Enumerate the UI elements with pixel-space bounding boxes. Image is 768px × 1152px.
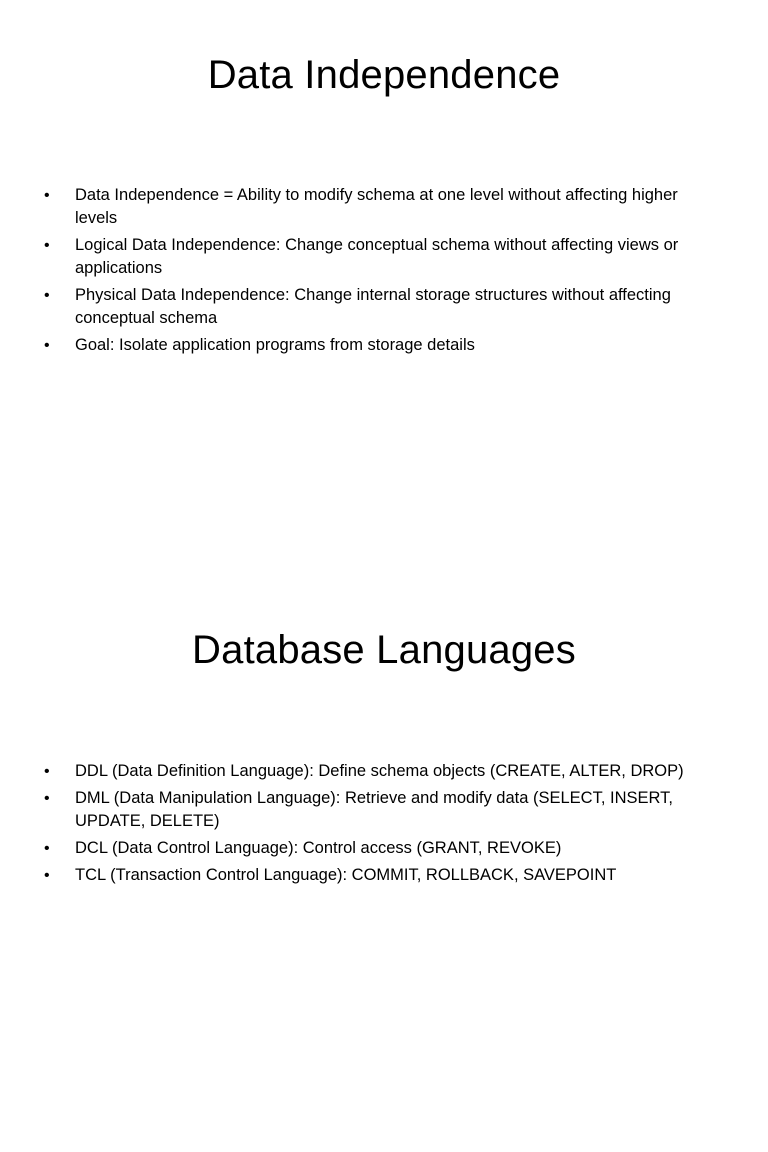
slide-title: Data Independence <box>207 53 561 97</box>
bullet-icon: • <box>44 790 50 807</box>
bullet-list <box>44 184 724 361</box>
bullet-text: Physical Data Independence: Change internal storage structures without affecting conceptual schema <box>75 286 671 327</box>
bullet-text: DDL (Data Definition Language): Define schema objects (CREATE, ALTER, DROP) <box>75 762 684 780</box>
bullet-item <box>44 184 724 230</box>
bullet-icon: • <box>44 763 50 780</box>
bullet-item <box>44 284 724 330</box>
bullet-item <box>44 234 724 280</box>
bullet-icon: • <box>44 237 50 254</box>
bullet-icon: • <box>44 187 50 204</box>
bullet-text: Goal: Isolate application programs from storage details <box>75 336 475 354</box>
bullet-icon: • <box>44 337 50 354</box>
bullet-item <box>44 864 724 887</box>
bullet-icon: • <box>44 287 50 304</box>
slide-database-languages <box>0 576 768 1152</box>
bullet-item <box>44 334 724 357</box>
bullet-icon: • <box>44 840 50 857</box>
bullet-item <box>44 787 724 833</box>
bullet-item <box>44 760 724 783</box>
bullet-text: TCL (Transaction Control Language): COMMIT, ROLLBACK, SAVEPOINT <box>75 866 617 884</box>
bullet-text: Logical Data Independence: Change conceptual schema without affecting views or applications <box>75 236 679 277</box>
bullet-icon: • <box>44 867 50 884</box>
bullet-list <box>44 760 724 891</box>
bullet-text: DML (Data Manipulation Language): Retrieve and modify data (SELECT, INSERT, UPDATE, DELETE) <box>75 789 673 830</box>
slide-title: Database Languages <box>192 628 576 672</box>
bullet-item <box>44 837 724 860</box>
bullet-text: DCL (Data Control Language): Control access (GRANT, REVOKE) <box>75 839 562 857</box>
bullet-text: Data Independence = Ability to modify schema at one level without affecting higher levels <box>75 186 678 227</box>
